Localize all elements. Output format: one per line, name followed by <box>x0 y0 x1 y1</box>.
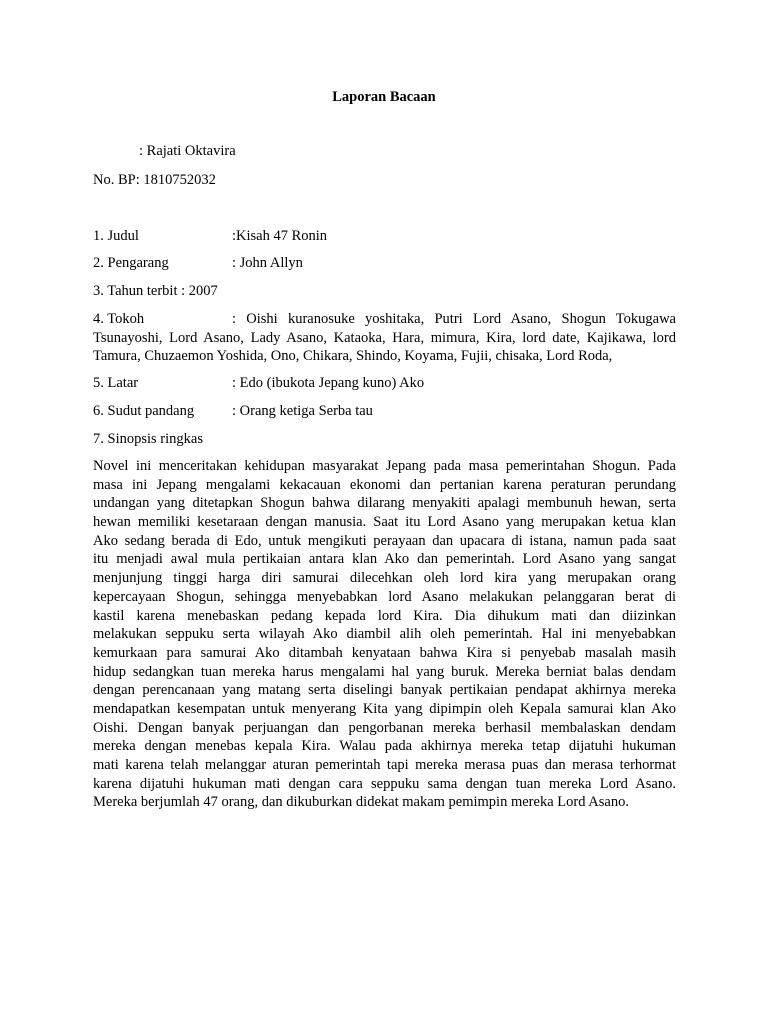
tokoh-line: Tsunayoshi, Lord Asano, Lady Asano, Kataoka, Hara, mimura, Kira, lord date, Kajikawa, lord <box>93 329 676 346</box>
student-id: No. BP: 1810752032 <box>93 172 216 188</box>
synopsis-line: melakukan seppuku serta wilayah Ako diambil alih oleh pemerintah. Hal ini menyebabkan <box>93 626 676 643</box>
tokoh-value <box>93 310 676 366</box>
synopsis-line: mereka dengan menebas kepala Kira. Walau pada akhirnya mereka tetap dijatuhi hukuman <box>93 738 676 755</box>
synopsis-line: hidup sedangkan tuan mereka harus mengalami hal yang buruk. Mereka berniat balas dendam <box>93 663 676 680</box>
latar-label: 5. Latar <box>93 375 139 391</box>
synopsis-line: Mereka berjumlah 47 orang, dan dikuburkan didekat makam pemimpin mereka Lord Asano. <box>93 794 629 811</box>
student-name: : Rajati Oktavira <box>139 143 236 159</box>
tokoh-label: 4. Tokoh <box>93 311 145 327</box>
synopsis-line: undangan yang ditetapkan Shogun bahwa dilarang menyakiti apalagi membunuh hewan, serta <box>93 495 676 512</box>
pengarang-label: 2. Pengarang <box>93 255 169 271</box>
synopsis-line: karena dijatuhi hukuman mati dengan cara seppuku sama dengan tuan mereka Lord Asano. <box>93 775 676 792</box>
tokoh-line: : Oishi kuranosuke yoshitaka, Putri Lord Asano, Shogun Tokugawa <box>232 311 676 327</box>
field-latar <box>93 374 425 392</box>
synopsis-line: Novel ini menceritakan kehidupan masyarakat Jepang pada masa pemerintahan Shogun. Pada <box>93 458 676 474</box>
tokoh-line: Tamura, Chuzaemon Yoshida, Ono, Chikara, Shindo, Koyama, Fujii, chisaka, Lord Roda, <box>93 348 613 364</box>
pengarang-value: : John Allyn <box>232 255 303 271</box>
document-title: Laporan Bacaan <box>332 89 436 105</box>
synopsis-line: kastil karena menebaskan pedang kepada lord Kira. Dia dihukum mati dan diizinkan <box>93 607 676 624</box>
judul-label: 1. Judul <box>93 228 139 244</box>
synopsis-line: mati karena telah melanggar aturan pemerintah tapi mereka merasa puas dan merasa terhormat <box>93 757 676 773</box>
synopsis-line: hewan memiliki kesetaraan dengan manusia. Saat itu Lord Asano yang merupakan ketua klan <box>93 514 676 531</box>
field-tahun-terbit: 3. Tahun terbit : 2007 <box>93 283 218 299</box>
synopsis-line: Ako sedang berada di Edo, untuk mengikuti perayaan dan upacara di istana, namun pada saat <box>93 532 676 549</box>
synopsis-line: dengan perencanaan yang matang serta diselingi banyak pertikaian pendapat akhirnya mereka <box>93 682 676 699</box>
latar-value: : Edo (ibukota Jepang kuno) Ako <box>232 375 425 391</box>
synopsis-line: menjunjung tinggi harga diri samurai dilecehkan oleh lord kira yang merupakan orang <box>93 570 676 587</box>
judul-value: :Kisah 47 Ronin <box>232 228 328 244</box>
synopsis-line: kemurkaan para samurai Ako ditambah kenyataan bahwa Kira si penyebab masalah masih <box>93 644 676 661</box>
synopsis-line: mendapatkan kesempatan untuk menyerang Kita yang dipimpin oleh Kepala samurai klan Ako <box>93 700 676 717</box>
synopsis-line: masa ini Jepang mengalami kekacauan ekonomi dan pertanian karena peraturan perundang <box>93 476 676 493</box>
field-pengarang <box>93 254 303 272</box>
sudut-label: 6. Sudut pandang <box>93 403 195 419</box>
sudut-value: : Orang ketiga Serba tau <box>232 403 373 419</box>
synopsis-paragraph <box>93 457 676 812</box>
synopsis-line: Oishi. Dengan banyak perjuangan dan pengorbanan mereka berhasil membalaskan dendam <box>93 719 676 736</box>
field-sudut-pandang <box>93 402 373 420</box>
sinopsis-label: 7. Sinopsis ringkas <box>93 431 203 447</box>
field-judul <box>93 227 328 245</box>
synopsis-line: itu menjadi awal mula pertikaian antara klan Ako dan pemerintah. Lord Asano yang sangat <box>93 551 676 568</box>
synopsis-line: kepercayaan Shogun, sehingga menyebabkan lord Asano melakukan pelanggaran berat di <box>93 588 676 605</box>
